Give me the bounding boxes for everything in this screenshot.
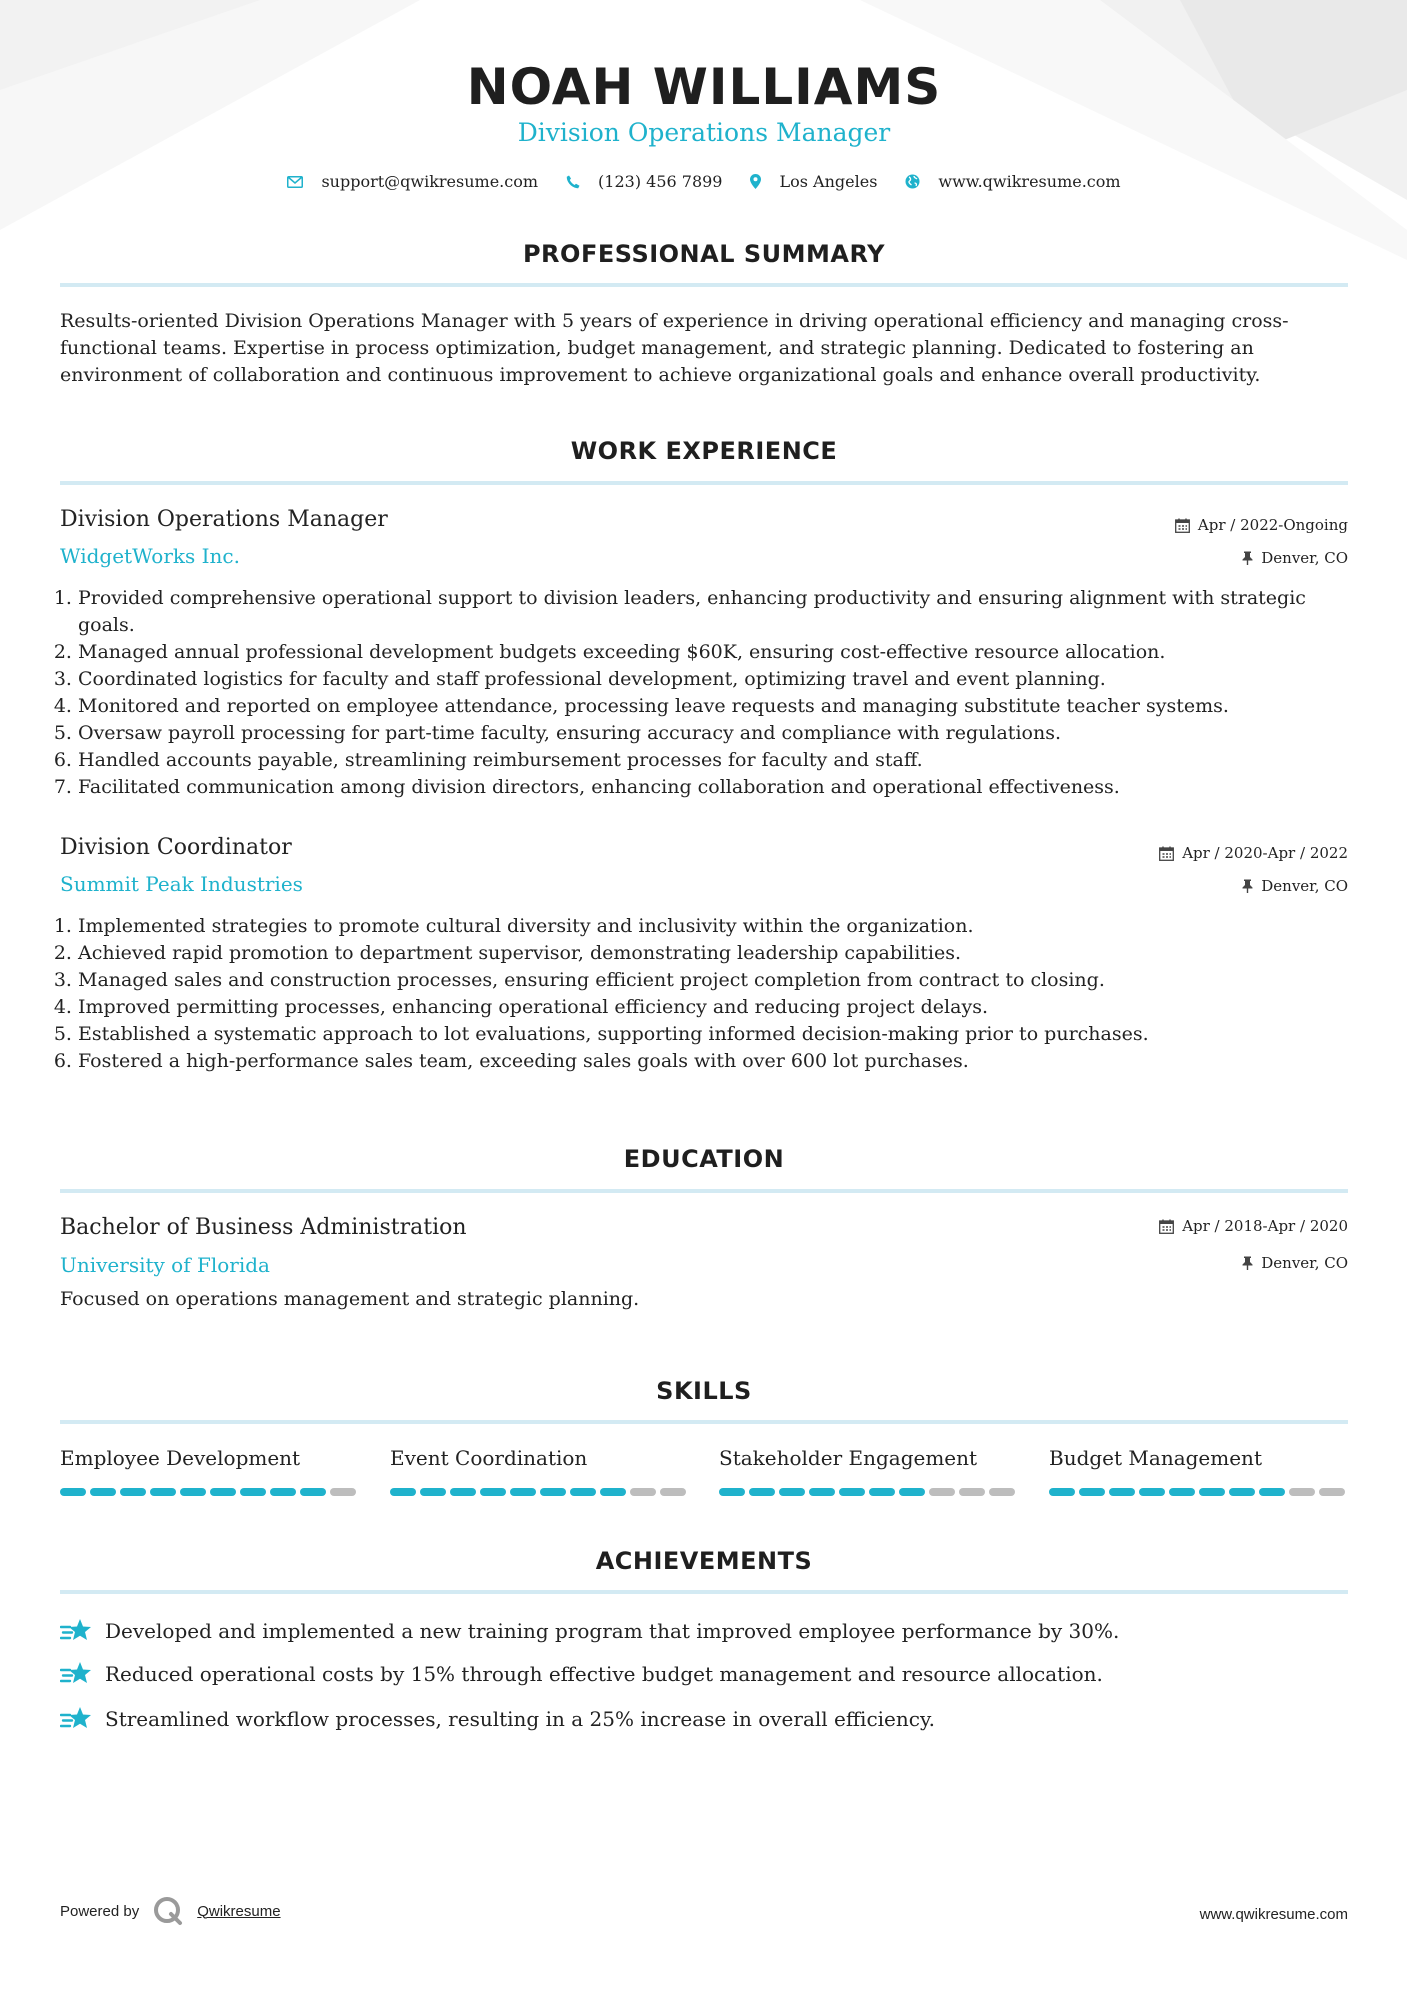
skill-name: Stakeholder Engagement (719, 1446, 978, 1470)
list-item: 4. Improved permitting processes, enhancing operational efficiency and reducing project delays. (78, 994, 1366, 1021)
education-description: Focused on operations management and strategic planning. (60, 1288, 640, 1310)
skill-item (719, 1446, 1019, 1496)
envelope-icon (287, 176, 303, 188)
skill-level-bar (60, 1488, 360, 1496)
contact-phone[interactable] (566, 172, 722, 191)
summary-text: Results-oriented Division Operations Manager with 5 years of experience in driving operational efficiency and managing cross-functional teams. Expertise in process optimization, budget management, and strategic planning. Dedicated to fostering an environment of collaboration and continuous improvement to achieve organizational goals and enhance overall productivity. (60, 310, 1289, 386)
summary-divider (60, 283, 1348, 287)
skill-segment-filled (869, 1488, 895, 1496)
achievement-text: Streamlined workflow processes, resulting in a 25% increase in overall efficiency. (105, 1707, 935, 1731)
skill-segment-filled (90, 1488, 116, 1496)
skill-segment-filled (719, 1488, 745, 1496)
globe-icon (905, 174, 920, 189)
contact-location-text: Los Angeles (779, 172, 878, 191)
skill-segment-filled (240, 1488, 266, 1496)
skill-item (390, 1446, 690, 1496)
shooting-star-icon (60, 1660, 93, 1688)
skill-segment-empty (630, 1488, 656, 1496)
calendar-icon (1159, 1219, 1174, 1234)
skill-segment-empty (929, 1488, 955, 1496)
skill-level-bar (719, 1488, 1019, 1496)
calendar-icon (1175, 518, 1190, 533)
skill-segment-filled (480, 1488, 506, 1496)
job-dates-text: Apr / 2022-Ongoing (1197, 516, 1348, 534)
job-location (1242, 549, 1348, 567)
skill-segment-filled (1079, 1488, 1105, 1496)
job-location-text: Denver, CO (1261, 549, 1348, 567)
skill-level-bar (390, 1488, 690, 1496)
summary-section-title: PROFESSIONAL SUMMARY (522, 240, 886, 268)
skill-segment-filled (899, 1488, 925, 1496)
candidate-role: Division Operations Manager (517, 118, 891, 147)
calendar-icon (1159, 846, 1174, 861)
skill-segment-filled (1199, 1488, 1225, 1496)
skill-name: Budget Management (1049, 1446, 1262, 1470)
shooting-star-icon (60, 1617, 93, 1645)
skill-segment-filled (60, 1488, 86, 1496)
contact-website[interactable] (905, 172, 1120, 191)
powered-by-label: Powered by (60, 1902, 140, 1920)
experience-divider (60, 481, 1348, 485)
experience-section-title: WORK EXPERIENCE (570, 437, 838, 465)
education-dates (1159, 1217, 1348, 1235)
skill-segment-empty (989, 1488, 1015, 1496)
skill-segment-filled (1229, 1488, 1255, 1496)
map-pin-icon (750, 174, 761, 189)
skill-segment-filled (180, 1488, 206, 1496)
education-location-text: Denver, CO (1261, 1254, 1348, 1272)
list-item: 1. Provided comprehensive operational support to division leaders, enhancing productivity and ensuring alignment with strategic goals. (78, 585, 1366, 639)
achievement-item (60, 1660, 1348, 1688)
contact-phone-text: (123) 456 7899 (598, 172, 723, 191)
education-location (1242, 1254, 1348, 1272)
achievement-item (60, 1705, 1348, 1733)
shooting-star-icon (60, 1705, 93, 1733)
skill-segment-filled (779, 1488, 805, 1496)
achievements-divider (60, 1590, 1348, 1594)
skill-segment-empty (660, 1488, 686, 1496)
list-item: 2. Achieved rapid promotion to department supervisor, demonstrating leadership capabilities. (78, 940, 1366, 967)
skill-item (60, 1446, 360, 1496)
contact-website-text: www.qwikresume.com (938, 172, 1121, 191)
skill-segment-filled (210, 1488, 236, 1496)
contact-bar (60, 172, 1348, 191)
skill-item (1049, 1446, 1349, 1496)
skill-segment-filled (1169, 1488, 1195, 1496)
qwikresume-link[interactable]: Qwikresume (197, 1902, 281, 1920)
job-dates (1159, 844, 1348, 862)
list-item: 6. Handled accounts payable, streamlining reimbursement processes for faculty and staff. (78, 747, 1366, 774)
achievement-text: Developed and implemented a new training program that improved employee performance by 30%. (105, 1619, 1120, 1643)
candidate-name: NOAH WILLIAMS (466, 58, 942, 116)
job-bullets (60, 913, 1366, 1075)
job-location (1242, 877, 1348, 895)
pushpin-icon (1242, 879, 1253, 893)
job-dates-text: Apr / 2020-Apr / 2022 (1182, 844, 1348, 862)
job-company: WidgetWorks Inc. (60, 544, 240, 568)
skill-segment-filled (300, 1488, 326, 1496)
job-title: Division Coordinator (60, 835, 292, 860)
contact-location (750, 172, 877, 191)
job-dates (1175, 516, 1348, 534)
skill-segment-empty (1289, 1488, 1315, 1496)
skill-segment-filled (809, 1488, 835, 1496)
skill-segment-filled (570, 1488, 596, 1496)
skill-segment-filled (390, 1488, 416, 1496)
skill-segment-filled (150, 1488, 176, 1496)
skill-segment-filled (450, 1488, 476, 1496)
job-title: Division Operations Manager (60, 507, 388, 532)
skill-segment-filled (749, 1488, 775, 1496)
achievement-item (60, 1617, 1348, 1645)
skill-segment-filled (270, 1488, 296, 1496)
skill-segment-filled (839, 1488, 865, 1496)
skill-segment-filled (510, 1488, 536, 1496)
contact-email-text: support@qwikresume.com (321, 172, 539, 191)
skill-name: Event Coordination (390, 1446, 588, 1470)
achievement-text: Reduced operational costs by 15% through effective budget management and resource allocation. (105, 1662, 1103, 1686)
skill-level-bar (1049, 1488, 1349, 1496)
skill-segment-filled (1049, 1488, 1075, 1496)
education-dates-text: Apr / 2018-Apr / 2020 (1182, 1217, 1348, 1235)
job-company: Summit Peak Industries (60, 872, 303, 896)
list-item: 3. Coordinated logistics for faculty and staff professional development, optimizing travel and event planning. (78, 666, 1366, 693)
list-item: 4. Monitored and reported on employee attendance, processing leave requests and managing substitute teacher systems. (78, 693, 1366, 720)
skill-segment-empty (1319, 1488, 1345, 1496)
phone-icon (566, 175, 580, 189)
skill-name: Employee Development (60, 1446, 301, 1470)
skill-segment-filled (1259, 1488, 1285, 1496)
list-item: 3. Managed sales and construction processes, ensuring efficient project completion from contract to closing. (78, 967, 1366, 994)
education-degree: Bachelor of Business Administration (60, 1215, 467, 1240)
footer-website[interactable]: www.qwikresume.com (1199, 1906, 1348, 1923)
skill-segment-empty (959, 1488, 985, 1496)
skill-segment-empty (330, 1488, 356, 1496)
education-section-title: EDUCATION (623, 1145, 785, 1173)
skill-segment-filled (120, 1488, 146, 1496)
list-item: 5. Established a systematic approach to lot evaluations, supporting informed decision-making prior to purchases. (78, 1021, 1366, 1048)
list-item: 6. Fostered a high-performance sales team, exceeding sales goals with over 600 lot purchases. (78, 1048, 1366, 1075)
skill-segment-filled (1109, 1488, 1135, 1496)
education-divider (60, 1189, 1348, 1193)
achievements-section-title: ACHIEVEMENTS (595, 1547, 813, 1575)
qwikresume-logo-icon (153, 1896, 183, 1926)
pushpin-icon (1242, 1256, 1253, 1270)
list-item: 5. Oversaw payroll processing for part-time faculty, ensuring accuracy and compliance with regulations. (78, 720, 1366, 747)
skill-segment-filled (600, 1488, 626, 1496)
contact-email[interactable] (287, 172, 538, 191)
skill-segment-filled (420, 1488, 446, 1496)
job-location-text: Denver, CO (1261, 877, 1348, 895)
list-item: 7. Facilitated communication among division directors, enhancing collaboration and operational effectiveness. (78, 774, 1366, 801)
list-item: 1. Implemented strategies to promote cultural diversity and inclusivity within the organization. (78, 913, 1366, 940)
skill-segment-filled (1139, 1488, 1165, 1496)
footer-powered-by (60, 1896, 281, 1926)
skills-divider (60, 1420, 1348, 1424)
pushpin-icon (1242, 551, 1253, 565)
job-bullets (60, 585, 1366, 801)
skills-section-title: SKILLS (656, 1377, 752, 1405)
education-school: University of Florida (60, 1253, 270, 1277)
skill-segment-filled (540, 1488, 566, 1496)
list-item: 2. Managed annual professional development budgets exceeding $60K, ensuring cost-effective resource allocation. (78, 639, 1366, 666)
